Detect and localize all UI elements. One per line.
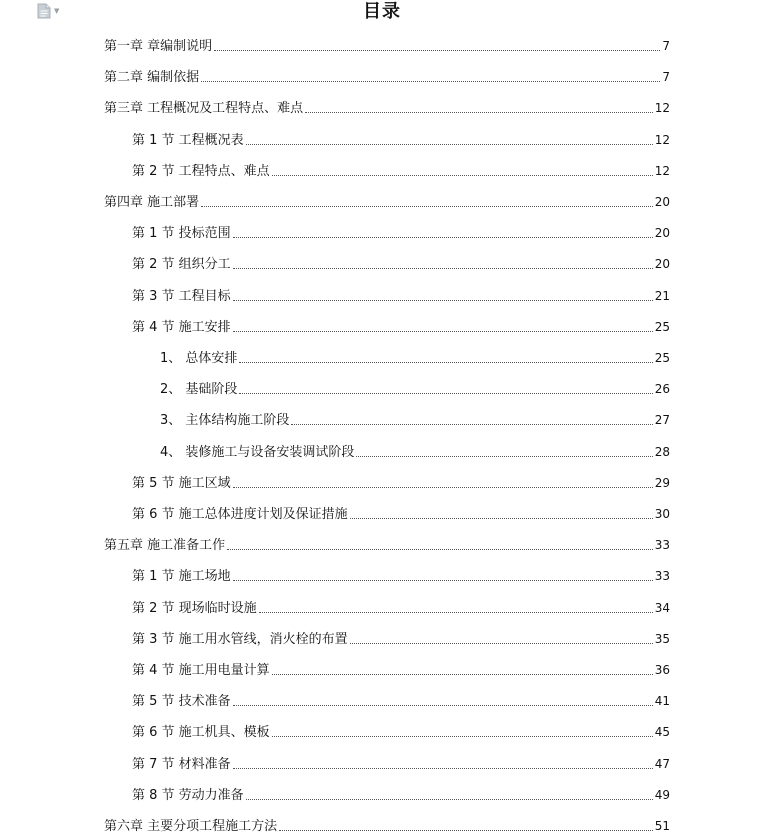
toc-entry[interactable] xyxy=(132,220,670,242)
toc-entry[interactable] xyxy=(132,657,670,679)
toc-entry-label: 第 1 节 投标范围 xyxy=(132,226,231,242)
toc-dot-leader xyxy=(356,456,652,457)
toc-dot-leader xyxy=(246,799,653,800)
toc-entry-page: 7 xyxy=(662,39,670,53)
toc-dot-leader xyxy=(233,768,653,769)
toc-dot-leader xyxy=(233,331,653,332)
toc-dot-leader xyxy=(350,643,653,644)
toc-dot-leader xyxy=(201,81,660,82)
toc-entry[interactable] xyxy=(104,813,670,835)
toc-entry-page: 12 xyxy=(654,132,670,147)
toc-entry[interactable] xyxy=(132,719,670,741)
toc-entry-label: 第二章 编制依据 xyxy=(104,70,200,86)
toc-entry-label: 第 2 节 工程特点、难点 xyxy=(132,163,270,179)
toc-dot-leader xyxy=(246,144,653,145)
toc-dot-leader xyxy=(272,175,653,176)
toc-entry[interactable] xyxy=(132,127,670,149)
toc-entry-label: 第 8 节 劳动力准备 xyxy=(132,787,244,803)
toc-entry-label: 第六章 主要分项工程施工方法 xyxy=(104,819,278,834)
toc-entry-label: 1、 总体安排 xyxy=(160,351,238,366)
toc-entry-label: 4、 装修施工与设备安装调试阶段 xyxy=(160,444,355,460)
toc-dot-leader xyxy=(233,705,653,706)
toc-entry-page: 25 xyxy=(654,351,670,365)
toc-entry[interactable] xyxy=(160,376,670,398)
toc-entry-label: 3、 主体结构施工阶段 xyxy=(160,413,290,429)
toc-dot-leader xyxy=(279,830,653,831)
toc-entry-label: 第 1 节 施工场地 xyxy=(132,569,231,585)
toc-entry-label: 第 1 节 工程概况表 xyxy=(132,132,244,148)
toc-dot-leader xyxy=(291,424,652,425)
toc-dot-leader xyxy=(239,362,652,363)
toc-dot-leader xyxy=(233,268,653,269)
toc-entry[interactable] xyxy=(132,283,670,305)
toc-dot-leader xyxy=(233,300,653,301)
toc-entry-page: 30 xyxy=(654,507,670,521)
toc-entry-label: 第 2 节 组织分工 xyxy=(132,257,231,273)
toc-entry-label: 第 6 节 施工机具、模板 xyxy=(132,725,270,741)
toc-entry-page: 33 xyxy=(654,569,670,584)
toc-entry-page: 28 xyxy=(654,444,670,459)
toc-entry-label: 第 6 节 施工总体进度计划及保证措施 xyxy=(132,507,348,522)
toc-entry[interactable] xyxy=(160,345,670,367)
toc-entry[interactable] xyxy=(132,688,670,710)
toc-dot-leader xyxy=(227,549,653,550)
toc-entry-label: 2、 基础阶段 xyxy=(160,382,238,398)
toc-dot-leader xyxy=(201,206,653,207)
toc-entry-label: 第三章 工程概况及工程特点、难点 xyxy=(104,101,304,117)
toc-entry-label: 第 7 节 材料准备 xyxy=(132,756,231,772)
toc-entry-page: 27 xyxy=(654,413,670,428)
toc-dot-leader xyxy=(233,487,653,488)
toc-dot-leader xyxy=(233,237,653,238)
toc-entry-page: 49 xyxy=(654,787,670,802)
toc-entry[interactable] xyxy=(132,626,670,648)
toc-entry[interactable] xyxy=(132,501,670,523)
toc-dot-leader xyxy=(214,50,660,51)
toc-entry-page: 12 xyxy=(654,163,670,178)
toc-entry-page: 20 xyxy=(654,226,670,241)
toc-entry-label: 第五章 施工准备工作 xyxy=(104,538,226,554)
toc-entry[interactable] xyxy=(104,64,670,86)
toc-entry[interactable] xyxy=(104,532,670,554)
toc-entry[interactable] xyxy=(132,314,670,336)
toc-entry-label: 第 5 节 技术准备 xyxy=(132,694,231,710)
toc-entry[interactable] xyxy=(132,751,670,773)
toc-entry[interactable] xyxy=(132,563,670,585)
toc-entry[interactable] xyxy=(132,251,670,273)
toc-entry[interactable] xyxy=(132,595,670,617)
toc-entry-label: 第一章 章编制说明 xyxy=(104,39,213,54)
toc-entry-page: 45 xyxy=(654,725,670,740)
toc-entry-page: 26 xyxy=(654,382,670,397)
toc-entry-page: 20 xyxy=(654,195,670,209)
toc-dot-leader xyxy=(233,580,653,581)
toc-entry-page: 51 xyxy=(654,819,670,833)
toc-entry-page: 35 xyxy=(654,631,670,646)
toc-entry-page: 41 xyxy=(654,694,670,709)
toc-entry[interactable] xyxy=(132,782,670,804)
toc-entry-label: 第 4 节 施工用电量计算 xyxy=(132,663,270,678)
toc-entry-label: 第四章 施工部署 xyxy=(104,195,200,210)
toc-entry-page: 34 xyxy=(654,600,670,615)
toc-entry-page: 20 xyxy=(654,257,670,272)
toc-entry-page: 7 xyxy=(662,70,670,85)
toc-dot-leader xyxy=(272,736,653,737)
toc-entry[interactable] xyxy=(104,189,670,211)
chevron-down-icon[interactable]: ▼ xyxy=(54,6,60,15)
toc-dot-leader xyxy=(239,393,652,394)
toc-entry[interactable] xyxy=(104,33,670,55)
toc-entry-label: 第 4 节 施工安排 xyxy=(132,319,231,335)
toc-dot-leader xyxy=(259,612,653,613)
toc-entry-page: 29 xyxy=(654,475,670,490)
toc-entry-label: 第 3 节 工程目标 xyxy=(132,288,231,304)
toc-entry[interactable] xyxy=(160,407,670,429)
toc-entry-page: 12 xyxy=(654,101,670,116)
toc-entry-label: 第 3 节 施工用水管线，消火栓的布置 xyxy=(132,631,348,647)
toc-dot-leader xyxy=(305,112,653,113)
toc-entry[interactable] xyxy=(132,158,670,180)
toc-entry[interactable] xyxy=(104,95,670,117)
toc-entry[interactable] xyxy=(160,439,670,461)
toc-entry-page: 25 xyxy=(654,319,670,334)
toc-entry-page: 21 xyxy=(654,288,670,303)
toc-dot-leader xyxy=(350,518,653,519)
toc-dot-leader xyxy=(272,674,653,675)
toc-entry-page: 47 xyxy=(654,756,670,771)
toc-entry-page: 36 xyxy=(654,663,670,677)
toc-entry-label: 第 5 节 施工区域 xyxy=(132,475,231,491)
toc-entry-label: 第 2 节 现场临时设施 xyxy=(132,600,257,616)
page-title: 目录 xyxy=(363,1,401,22)
toc-entry[interactable] xyxy=(132,470,670,492)
toc-entry-page: 33 xyxy=(654,538,670,553)
